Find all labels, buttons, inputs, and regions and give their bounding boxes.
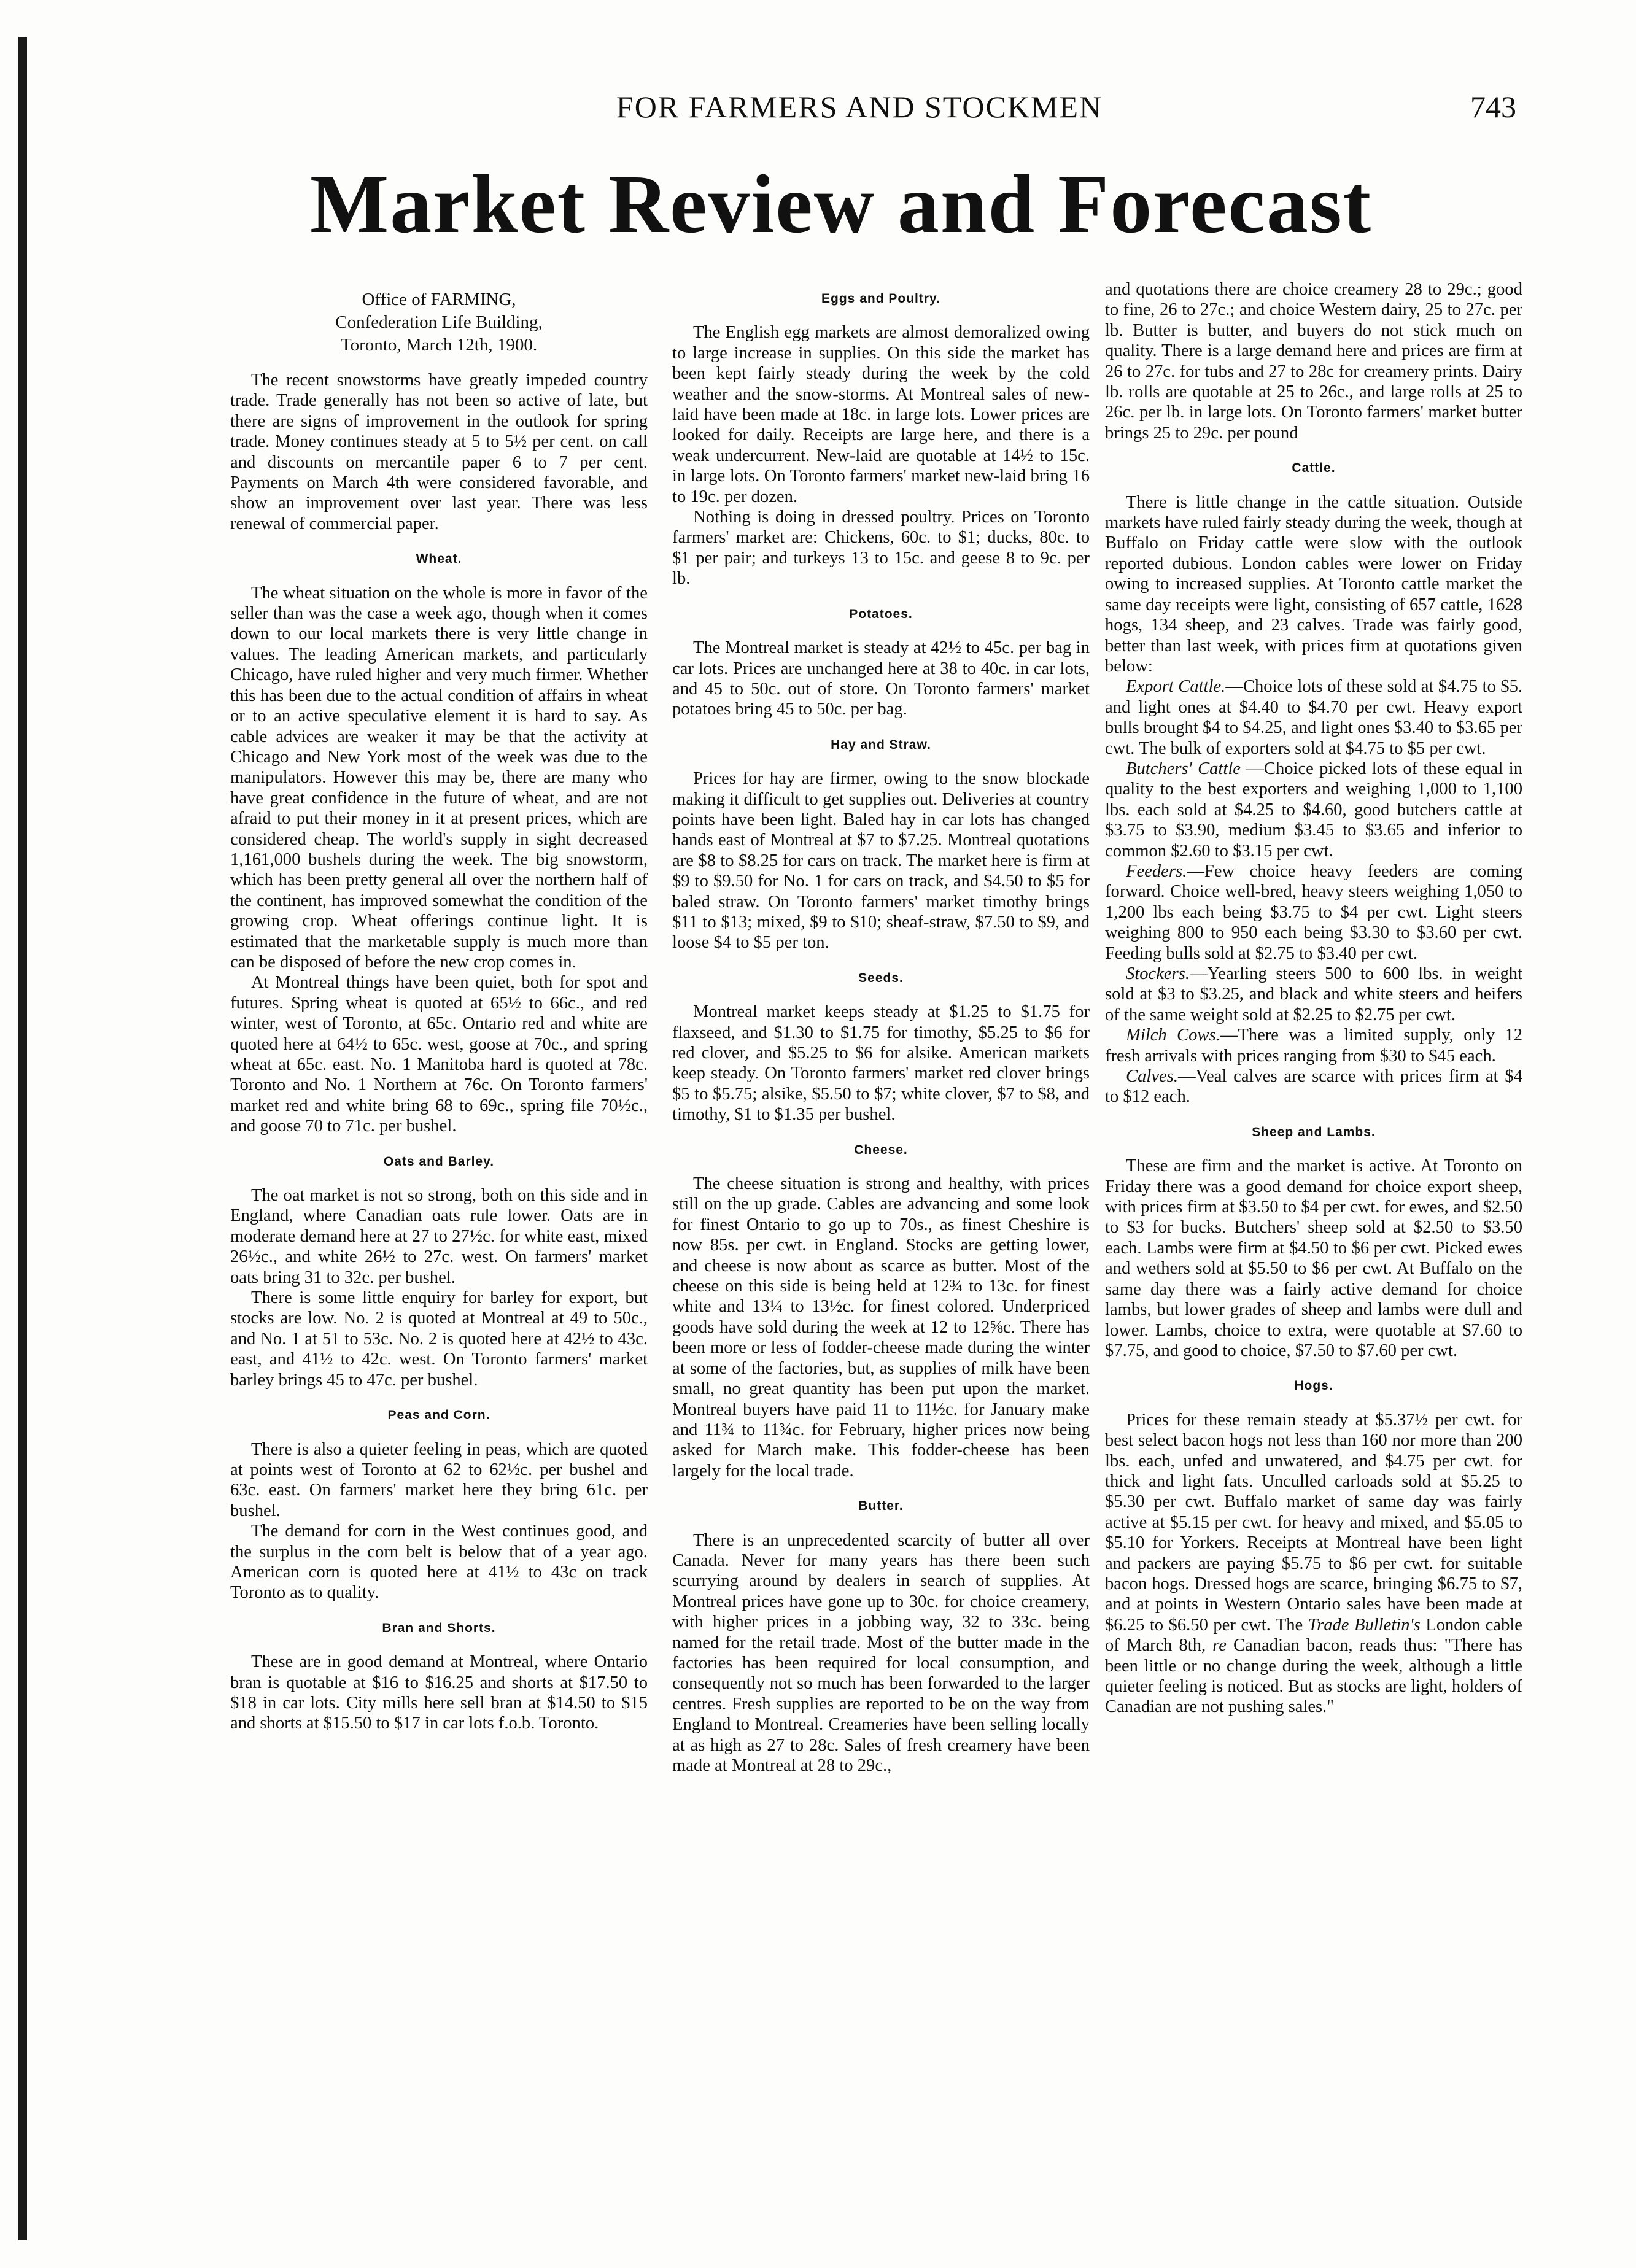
section-heading-peas: Peas and Corn. xyxy=(387,1408,490,1423)
peas-paragraph-1: There is also a quieter feeling in peas, which are quoted at points west of Toronto at 62 to 62½c. per bushel and 63c. east. On farmers' market here they bring 61c. per bushel. xyxy=(230,1439,648,1520)
butter-continued-paragraph: and quotations there are choice creamery 28 to 29c.; good to fine, 26 to 27c.; and choice Western dairy, 25 to 27c. per lb. Butter is butter, and buyers do not stick much on quality. There is a large demand here and prices are firm at 26 to 27c. for tubs and 27 to 28c for creamery prints. Dairy lb. rolls are quotable at 25 to 26c., and large rolls at 25 to 26c. per lb. in large lots. On Toronto farmers' market butter brings 25 to 29c. per pound xyxy=(1105,280,1522,443)
cheese-paragraph-1: The cheese situation is strong and healthy, with prices still on the up grade. Cables are advancing and some look for finest Ontario to go up to 70s., as finest Cheshire is now 85s. per cwt. in England. Stocks are getting lower, and cheese is now about as scarce as butter. Most of the cheese on this side is being held at 12¾ to 13c. for finest white and 13¼ to 13½c. for finest colored. Underpriced goods have sold during the week at 12 to 12⅝c. There has been more or less of fodder-cheese made during the winter at some of the factories, but, as supplies of milk have been small, no great quantity has been put upon the market. Montreal buyers have paid 11 to 11½c. for January make and 11¾ to 11¾c. for February, higher prices now being asked for March make. This fodder-cheese has been largely for the local trade. xyxy=(672,1174,1090,1480)
hogs-re: re xyxy=(1212,1636,1227,1655)
wheat-paragraph-2: At Montreal things have been quiet, both for spot and futures. Spring wheat is quoted at 65½ to 66c., and red winter, west of Toronto, at 65c. Ontario red and white are quoted here at 64½ to 65c. west, goose at 70c., and spring wheat at 65c. east. No. 1 Manitoba hard is quoted at 78c. Toronto and No. 1 Northern at 76c. On Toronto farmers' market red and white bring 68 to 69c., spring file 70½c., and goose 70 to 71c. per bushel. xyxy=(230,973,648,1136)
butter-paragraph-1: There is an unprecedented scarcity of butter all over Canada. Never for many years has there been such scurrying around by dealers in search of supplies. At Montreal prices have gone up to 30c. for choice creamery, with higher prices in a jobbing way, 32 to 33c. being named for the retail trade. Most of the butter made in the factories has been required for local consumption, and consequently not so much has been forwarded to the larger centres. Fresh supplies are reported to be on the way from England to Montreal. Creameries have been selling locally at as high as 27 to 28c. Sales of fresh creamery have been made at Montreal at 28 to 29c., xyxy=(672,1530,1090,1775)
intro-paragraph: The recent snowstorms have greatly impeded country trade. Trade generally has not been so active of late, but there are signs of improvement in the outlook for spring trade. Money continues steady at 5 to 5½ per cent. on call and discounts on mercantile paper 6 to 7 per cent. Payments on March 4th were considered favorable, and show an improvement over last year. There was less renewal of commercial paper. xyxy=(230,371,648,533)
page-title: Market Review and Forecast xyxy=(309,158,1373,250)
hogs-text-c: Canadian bacon, reads thus: "There has been little or no change during the week, although a little quieter feeling is noticed. But as stocks are light, holders of Canadian are not pushing sales." xyxy=(1105,1636,1522,1717)
potatoes-paragraph-1: The Montreal market is steady at 42½ to 45c. per bag in car lots. Prices are unchanged here at 38 to 40c. in car lots, and 45 to 50c. out of store. On Toronto farmers' market potatoes bring 45 to 50c. per bag. xyxy=(672,638,1090,719)
eggs-paragraph-2: Nothing is doing in dressed poultry. Prices on Toronto farmers' market are: Chickens, 60c. to $1; ducks, 80c. to $1 per pair; and turkeys 13 to 15c. and geese 8 to 9c. per lb. xyxy=(672,508,1090,589)
section-heading-cheese: Cheese. xyxy=(854,1142,908,1157)
section-heading-oats: Oats and Barley. xyxy=(383,1154,495,1169)
peas-paragraph-2: The demand for corn in the West continues good, and the surplus in the corn belt is below that of a year ago. American corn is quoted here at 41½ to 43c on track Toronto as to quality. xyxy=(230,1522,648,1603)
stockers-paragraph xyxy=(1105,964,1522,1025)
hogs-paragraph-1 xyxy=(1105,1410,1522,1717)
section-heading-cattle: Cattle. xyxy=(1292,461,1336,476)
calves-paragraph xyxy=(1105,1066,1522,1107)
milch-cows-text: —There was a limited supply, only 12 fresh arrivals with prices ranging from $30 to $45 each. xyxy=(1105,1026,1523,1066)
section-heading-hogs: Hogs. xyxy=(1294,1379,1333,1393)
cattle-paragraph-1: There is little change in the cattle situation. Outside markets have ruled fairly steady during the week, though at Buffalo on Friday cattle were slow with the outlook reported dubious. London cables were lower on Friday owing to increased supplies. At Toronto cattle market the same day receipts were light, consisting of 657 cattle, 1628 hogs, 134 sheep, and 23 calves. Trade was fairly good, better than last week, with prices firm at quotations given below: xyxy=(1105,492,1522,676)
oats-paragraph-1: The oat market is not so strong, both on this side and in England, where Canadian oats rule lower. Oats are in moderate demand here at 27 to 27½c. for white east, mixed 26½c., and white 26½ to 27c. west. On farmers' market oats bring 31 to 32c. per bushel. xyxy=(230,1186,648,1287)
hogs-text-b: London cable of March 8th, xyxy=(1105,1615,1522,1655)
export-cattle-text: —Choice lots of these sold at $4.75 to $5. and light ones at $4.40 to $4.70 per cwt. Heavy export bulls brought $4 to $4.25, and light ones $3.40 to $3.65 per cwt. The bulk of exporters sold at $4.75 to $5 per cwt. xyxy=(1105,677,1523,758)
calves-label: Calves. xyxy=(1126,1067,1178,1086)
section-heading-sheep: Sheep and Lambs. xyxy=(1252,1124,1376,1139)
bran-paragraph-1: These are in good demand at Montreal, where Ontario bran is quotable at $16 to $16.25 and shorts at $17.50 to $18 in car lots. City mills here sell bran at $14.50 to $15 and shorts at $15.50 to $17 in car lots f.o.b. Toronto. xyxy=(230,1652,648,1733)
hogs-text-a: Prices for these remain steady at $5.37½ per cwt. for best select bacon hogs not less than 160 nor more than 200 lbs. each, unfed and unwatered, and $4.75 per cwt. for thick and light fats. Unculled carloads sold at $5.25 to $5.30 per cwt. Buffalo market of same day was fairly active at $5.15 per cwt. for heavy and mixed, and $5.05 to $5.10 for Yorkers. Receipts at Montreal have been light and packers are paying $5.75 to $6 per cwt. for suitable bacon hogs. Dressed hogs are scarce, bringing $6.75 to $7, and at points in Western Ontario sales have been made at $6.25 to $6.50 per cwt. The xyxy=(1105,1410,1522,1635)
left-margin-rule xyxy=(18,37,27,2240)
stockers-label: Stockers. xyxy=(1126,964,1190,983)
seeds-paragraph-1: Montreal market keeps steady at $1.25 to $1.75 for flaxseed, and $1.30 to $1.75 for timothy, $5.25 to $6 for red clover, and $5.25 to $6 for alsike. American markets keep steady. On Toronto farmers' market red clover brings $5 to $5.75; alsike, $5.50 to $7; white clover, $7 to $8, and timothy, $1 to $1.35 per bushel. xyxy=(672,1002,1090,1124)
office-line-1: Office of FARMING, xyxy=(362,290,516,309)
feeders-label: Feeders. xyxy=(1126,861,1187,881)
hay-paragraph-1: Prices for hay are firmer, owing to the snow blockade making it difficult to get supplies out. Deliveries at country points have been light. Baled hay in car lots has changed hands east of Montreal at $7 to $7.25. Montreal quotations are $8 to $8.25 for cars on track. The market here is firm at $9 to $9.50 for No. 1 for cars on track, and $4.50 to $5 for baled straw. On Toronto farmers' market timothy brings $11 to $13; mixed, $9 to $10; sheaf-straw, $7.50 to $9, and loose $4 to $5 per ton. xyxy=(672,769,1090,953)
feeders-text: —Few choice heavy feeders are coming forward. Choice well-bred, heavy steers weighing 1,050 to 1,200 lbs each being $3.75 to $4 per cwt. Light steers weighing 800 to 950 each being $3.30 to $3.60 per cwt. Feeding bulls sold at $2.75 to $3.40 per cwt. xyxy=(1105,861,1522,963)
butchers-cattle-text: —Choice picked lots of these equal in quality to the best exporters and weighing 1,000 to 1,100 lbs. each sold at $4.25 to $4.60, good butchers cattle at $3.75 to $3.90, medium $3.45 to $3.65 and inferior to common $2.60 to $3.15 per cwt. xyxy=(1105,759,1522,861)
butchers-cattle-paragraph xyxy=(1105,759,1522,861)
export-cattle-paragraph xyxy=(1105,676,1522,759)
page-number: 743 xyxy=(1470,90,1516,124)
section-heading-seeds: Seeds. xyxy=(858,970,904,985)
section-heading-hay: Hay and Straw. xyxy=(831,737,931,752)
milch-cows-label: Milch Cows. xyxy=(1126,1026,1220,1045)
office-dateline xyxy=(230,288,648,357)
column-1 xyxy=(230,288,648,1734)
milch-cows-paragraph xyxy=(1105,1025,1522,1066)
butchers-cattle-label: Butchers' Cattle xyxy=(1126,759,1241,778)
feeders-paragraph xyxy=(1105,861,1522,964)
export-cattle-label: Export Cattle. xyxy=(1126,677,1226,697)
section-heading-potatoes: Potatoes. xyxy=(849,606,913,621)
oats-paragraph-2: There is some little enquiry for barley for export, but stocks are low. No. 2 is quoted at Montreal at 49 to 50c., and No. 1 at 51 to 53c. No. 2 is quoted here at 42½ to 43c. east, and 41½ to 42c. west. On Toronto farmers' market barley brings 45 to 47c. per bushel. xyxy=(230,1288,648,1390)
column-2 xyxy=(672,288,1090,1776)
running-head: FOR FARMERS AND STOCKMEN xyxy=(616,90,1103,124)
section-heading-butter: Butter. xyxy=(858,1499,904,1514)
calves-text: —Veal calves are scarce with prices firm at $4 to $12 each. xyxy=(1105,1067,1522,1107)
office-line-3: Toronto, March 12th, 1900. xyxy=(340,335,538,355)
trade-bulletin-title: Trade Bulletin's xyxy=(1308,1615,1421,1635)
section-heading-eggs: Eggs and Poultry. xyxy=(821,292,940,306)
column-3 xyxy=(1105,279,1522,1717)
office-line-2: Confederation Life Building, xyxy=(335,312,543,332)
section-heading-wheat: Wheat. xyxy=(416,552,462,567)
wheat-paragraph-1: The wheat situation on the whole is more in favor of the seller than was the case a week ago, though when it comes down to our local markets there is very little change in values. The leading American markets, and particularly Chicago, have ruled higher and very much firmer. Whether this has been due to the actual condition of affairs in wheat or to an active speculative element it is hard to say. As cable advices are weaker it may be that the activity at Chicago and New York most of the week was due to the manipulators. However this may be, there are many who have great confidence in the future of wheat, and are not afraid to put their money in it at present prices, which are considered cheap. The world's supply in sight decreased 1,161,000 bushels during the week. The big snowstorm, which has been pretty general all over the northern half of the continent, has improved somewhat the condition of the growing crop. Wheat offerings continue light. It is estimated that the marketable supply is much more than can be disposed of before the new crop comes in. xyxy=(230,583,648,972)
eggs-paragraph-1: The English egg markets are almost demoralized owing to large increase in supplies. On this side the market has been kept fairly steady during the week by the cold weather and the snow-storms. At Montreal sales of new-laid have been made at 18c. in large lots. Lower prices are looked for daily. Receipts are large here, and there is a weak undercurrent. New-laid are quotable at 14½ to 15c. in large lots. On Toronto farmers' market new-laid bring 16 to 19c. per dozen. xyxy=(672,323,1090,506)
sheep-paragraph-1: These are firm and the market is active. At Toronto on Friday there was a good demand for choice export sheep, with prices firm at $3.50 to $4 per cwt. for ewes, and $2.50 to $3 for bucks. Butchers' sheep sold at $2.50 to $3.50 each. Lambs were firm at $4.50 to $6 per cwt. Picked ewes and wethers sold at $5.50 to $6 per cwt. At Buffalo on the same day there was a fairly active demand for choice lambs, but lower grades of sheep and lambs were dull and lower. Lambs, choice to extra, were quotable at $7.60 to $7.75, and good to choice, $7.50 to $7.60 per cwt. xyxy=(1105,1156,1522,1360)
section-heading-bran: Bran and Shorts. xyxy=(382,1620,496,1635)
stockers-text: —Yearling steers 500 to 600 lbs. in weight sold at $3 to $3.25, and black and white steers and heifers of the same weight sold at $2.25 to $2.75 per cwt. xyxy=(1105,964,1522,1024)
